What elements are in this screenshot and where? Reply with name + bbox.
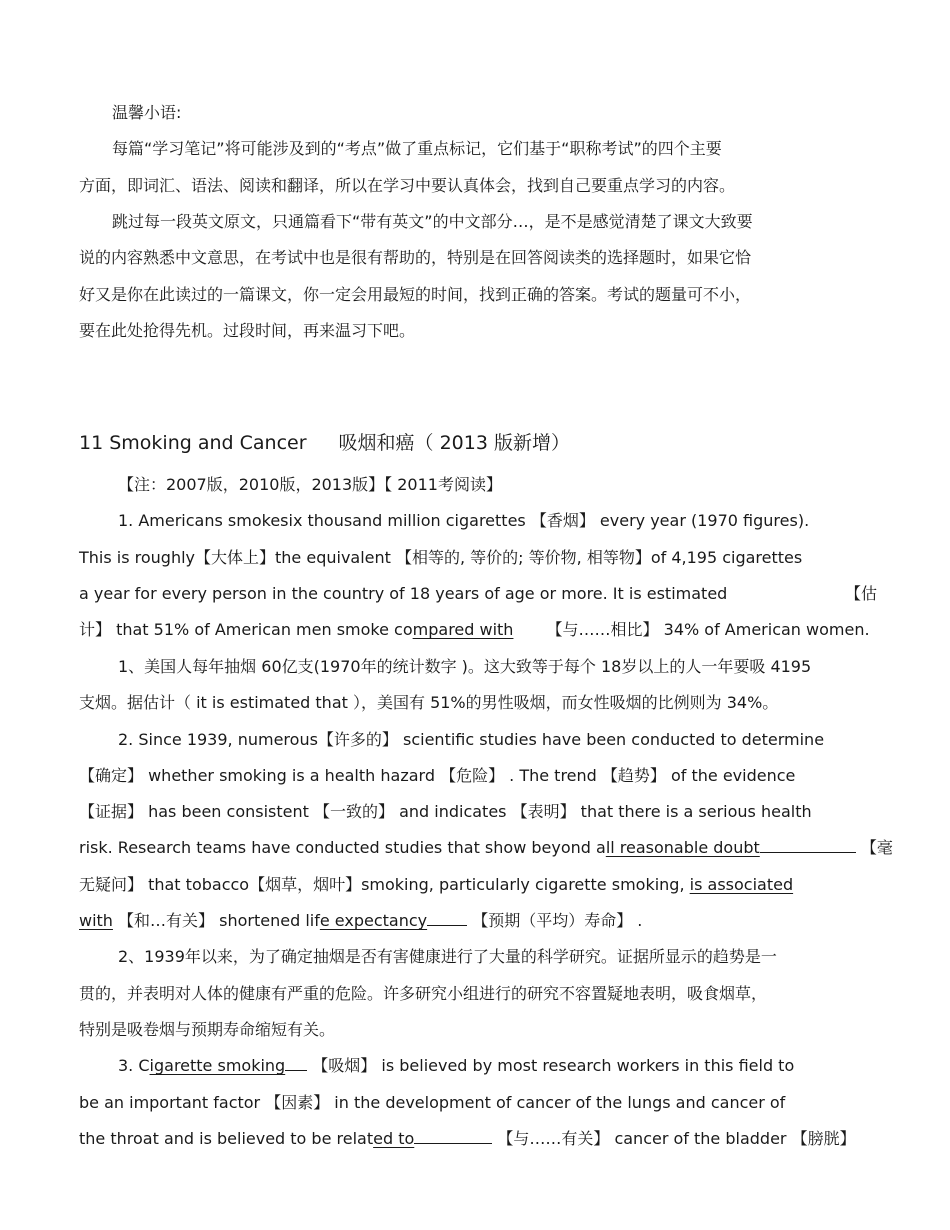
paragraph-line: 2. Since 1939, numerous【许多的】 scientific studies have been conducted to determine [118,730,825,749]
paragraph-line: a year for every person in the country of 18 years of age or more. It is estimated [79,584,728,603]
paragraph-line: This is roughly【大体上】the equivalent 【相等的, 等价的; 等价物, 相等物】of 4,195 cigarettes [79,548,803,567]
paragraph-line [79,875,793,895]
key-phrase: mpared with [412,620,514,639]
text-run: 【与……有关】 cancer of the bladder 【膀胱】 [497,1129,856,1148]
paragraph-line [79,838,893,858]
paragraph-line [79,911,642,931]
lesson-note: 【注：2007版，2010版，2013版】【 2011考阅读】 [118,475,502,494]
key-phrase: ed to [373,1129,415,1148]
tips-line: 说的内容熟悉中文意思，在考试中也是很有帮助的，特别是在回答阅读类的选择题时，如果它恰 [79,248,752,267]
lesson-title [79,431,570,455]
text-run: 计】 that 51% of American men smoke co [79,620,413,639]
translation-line: 1、美国人每年抽烟 60亿支(1970年的统计数字 )。这大致等于每个 18岁以上的人一年要吸 4195 [118,657,812,676]
text-run: 无疑问】 that tobacco【烟草，烟叶】smoking, particularly cigarette smoking, [79,875,690,894]
lesson-title-en: 11 Smoking and Cancer [79,432,307,454]
translation-line: 贯的，并表明对人体的健康有严重的危险。许多研究小组进行的研究不容置疑地表明，吸食烟草， [79,984,768,1003]
paragraph-line: 【证据】 has been consistent 【一致的】 and indicates 【表明】 that there is a serious health [79,802,812,821]
text-run: 3. C [118,1056,150,1075]
paragraph-line: 1. Americans smokesix thousand million cigarettes 【香烟】 every year (1970 figures). [118,511,810,530]
paragraph-line: 【确定】 whether smoking is a health hazard 【危险】 . The trend 【趋势】 of the evidence [79,766,796,785]
text-run: 【预期（平均）寿命】 . [472,911,643,930]
key-phrase: ll reasonable doubt [605,838,760,857]
paragraph-line: be an important factor 【因素】 in the development of cancer of the lungs and cancer of [79,1093,786,1112]
key-phrase: e expectancy [319,911,428,930]
key-phrase: with [79,911,113,930]
tips-line: 方面，即词汇、语法、阅读和翻译，所以在学习中要认真体会，找到自己要重点学习的内容。 [79,176,736,195]
text-run: risk. Research teams have conducted studies that show beyond a [79,838,606,857]
text-run: 【与……相比】 34% of American women. [546,620,870,639]
paragraph-line [79,620,870,640]
tips-line: 每篇“学习笔记”将可能涉及到的“考点”做了重点标记，它们基于“职称考试”的四个主要 [112,139,722,158]
paragraph-line [79,1129,856,1149]
tips-label: 温馨小语: [112,103,182,122]
paragraph-line-end: 【估 [845,584,878,603]
translation-line: 支烟。据估计（ it is estimated that ），美国有 51%的男性吸烟，而女性吸烟的比例则为 34%。 [79,693,779,712]
tips-line: 跳过每一段英文原文，只通篇看下“带有英文”的中文部分…，是不是感觉清楚了课文大致要 [112,212,753,231]
lesson-title-cn: 吸烟和癌（ 2013 版新增） [338,432,570,454]
key-phrase: igarette smoking [149,1056,286,1075]
paragraph-line [118,1056,794,1076]
text-run: 【和…有关】 shortened lif [118,911,320,930]
text-run: the throat and is believed to be relat [79,1129,374,1148]
text-run: 【吸烟】 is believed by most research workers in this field to [312,1056,795,1075]
key-phrase: is associated [689,875,794,894]
text-run: 【毫 [860,838,893,857]
translation-line: 2、1939年以来，为了确定抽烟是否有害健康进行了大量的科学研究。证据所显示的趋势是一 [118,947,777,966]
tips-line: 好又是你在此读过的一篇课文，你一定会用最短的时间，找到正确的答案。考试的题量可不小， [79,285,752,304]
tips-line: 要在此处抢得先机。过段时间，再来温习下吧。 [79,321,416,340]
translation-line: 特别是吸卷烟与预期寿命缩短有关。 [79,1020,336,1039]
